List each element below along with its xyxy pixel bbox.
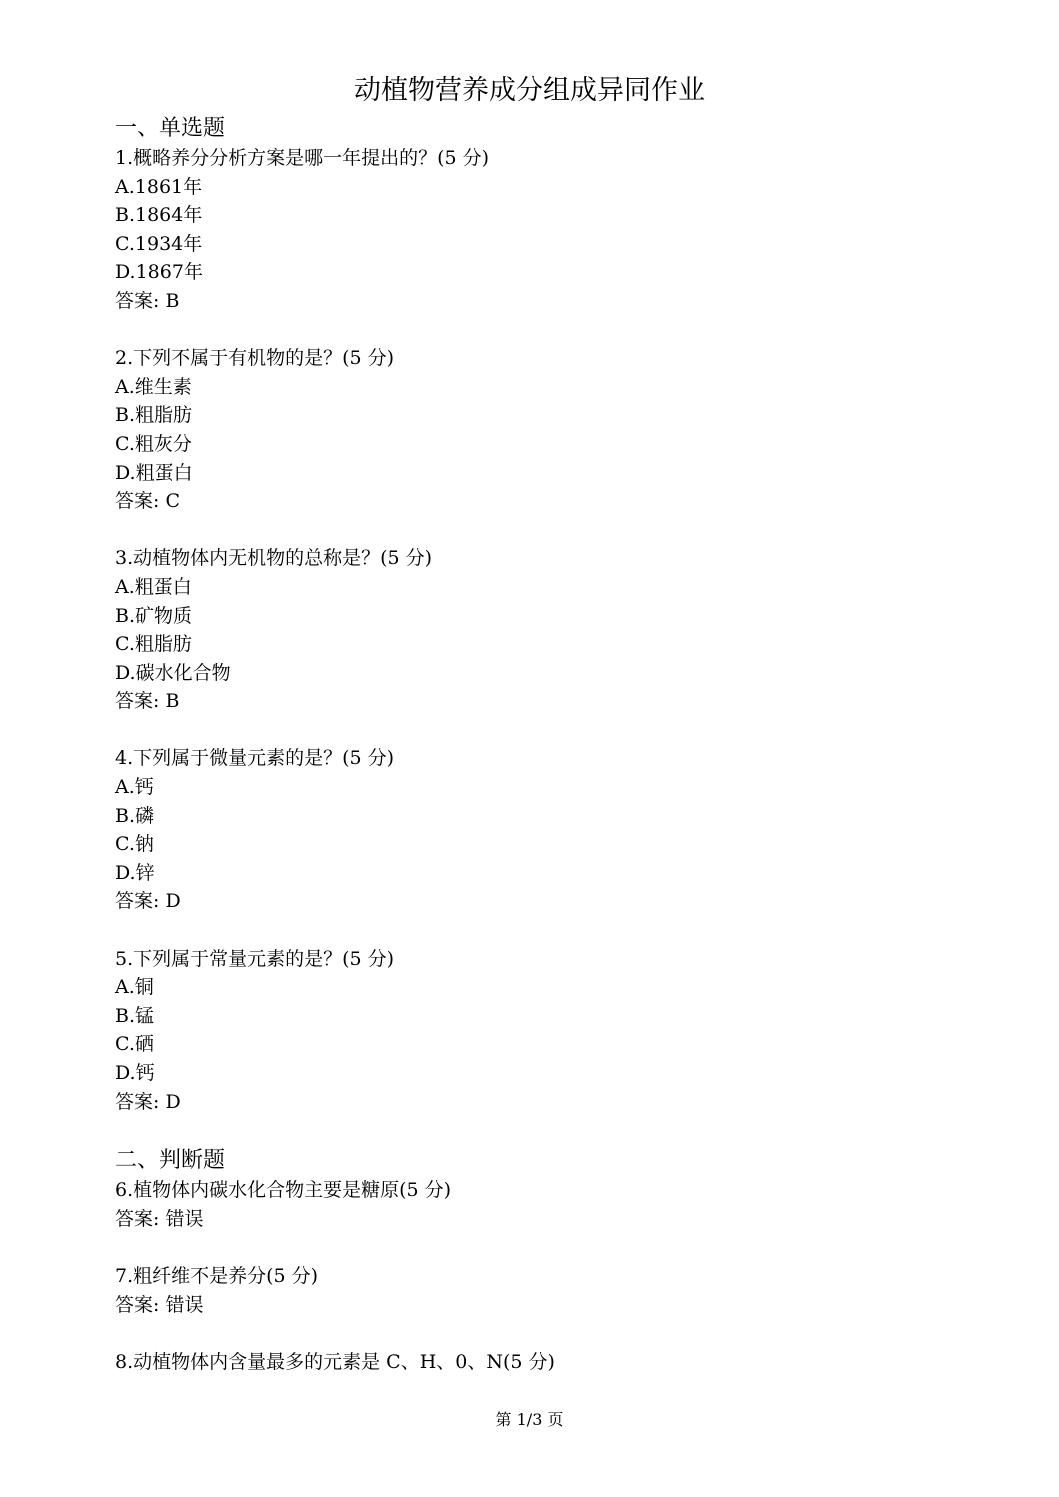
option-b: B.粗脂肪 bbox=[115, 404, 193, 427]
spacer bbox=[115, 916, 975, 945]
question-6 bbox=[115, 1176, 975, 1233]
answer: 答案: D bbox=[115, 890, 181, 913]
answer: 答案: B bbox=[115, 690, 180, 713]
option-b: B.磷 bbox=[115, 804, 155, 827]
spacer bbox=[115, 516, 975, 545]
question-3 bbox=[115, 544, 975, 716]
spacer bbox=[115, 1319, 975, 1348]
option-b: B.1864年 bbox=[115, 204, 203, 227]
question-text: 8.动植物体内含量最多的元素是 C、H、0、N(5 分) bbox=[115, 1350, 555, 1373]
question-text: 2.下列不属于有机物的是？(5 分) bbox=[115, 347, 395, 370]
question-4 bbox=[115, 744, 975, 916]
question-text: 4.下列属于微量元素的是？(5 分) bbox=[115, 747, 395, 770]
question-text: 3.动植物体内无机物的总称是？(5 分) bbox=[115, 547, 433, 570]
answer: 答案: B bbox=[115, 289, 180, 312]
option-c: C.钠 bbox=[115, 833, 154, 856]
option-b: B.矿物质 bbox=[115, 604, 193, 627]
spacer bbox=[115, 1233, 975, 1262]
question-7 bbox=[115, 1262, 975, 1319]
section-heading-single-choice: 一、单选题 bbox=[115, 116, 226, 141]
question-text: 5.下列属于常量元素的是？(5 分) bbox=[115, 947, 395, 970]
question-8 bbox=[115, 1348, 975, 1377]
question-2 bbox=[115, 344, 975, 516]
option-a: A.铜 bbox=[115, 976, 154, 999]
option-b: B.锰 bbox=[115, 1004, 155, 1027]
option-c: C.粗脂肪 bbox=[115, 633, 192, 656]
answer: 答案: 错误 bbox=[115, 1207, 204, 1230]
option-c: C.粗灰分 bbox=[115, 432, 192, 455]
answer: 答案: C bbox=[115, 490, 180, 513]
option-a: A.维生素 bbox=[115, 375, 192, 398]
spacer bbox=[115, 316, 975, 345]
document-content bbox=[115, 112, 975, 1376]
page-number: 第 1/3 页 bbox=[495, 1410, 564, 1429]
spacer bbox=[115, 716, 975, 745]
question-1 bbox=[115, 144, 975, 316]
option-c: C.1934年 bbox=[115, 232, 203, 255]
option-a: A.粗蛋白 bbox=[115, 575, 192, 598]
option-c: C.硒 bbox=[115, 1033, 154, 1056]
document-title: 动植物营养成分组成异同作业 bbox=[354, 75, 705, 106]
question-5 bbox=[115, 945, 975, 1117]
option-d: D.粗蛋白 bbox=[115, 461, 193, 484]
question-text: 1.概略养分分析方案是哪一年提出的？(5 分) bbox=[115, 147, 490, 169]
option-d: D.碳水化合物 bbox=[115, 661, 231, 684]
question-text: 7.粗纤维不是养分(5 分) bbox=[115, 1264, 319, 1287]
option-d: D.钙 bbox=[115, 1062, 155, 1084]
option-d: D.锌 bbox=[115, 861, 155, 884]
question-text: 6.植物体内碳水化合物主要是糖原(5 分) bbox=[115, 1179, 452, 1202]
option-d: D.1867年 bbox=[115, 261, 203, 284]
section-heading-true-false: 二、判断题 bbox=[115, 1148, 226, 1174]
answer: 答案: D bbox=[115, 1090, 181, 1113]
answer: 答案: 错误 bbox=[115, 1293, 204, 1316]
option-a: A.1861年 bbox=[115, 175, 203, 198]
option-a: A.钙 bbox=[115, 776, 154, 799]
